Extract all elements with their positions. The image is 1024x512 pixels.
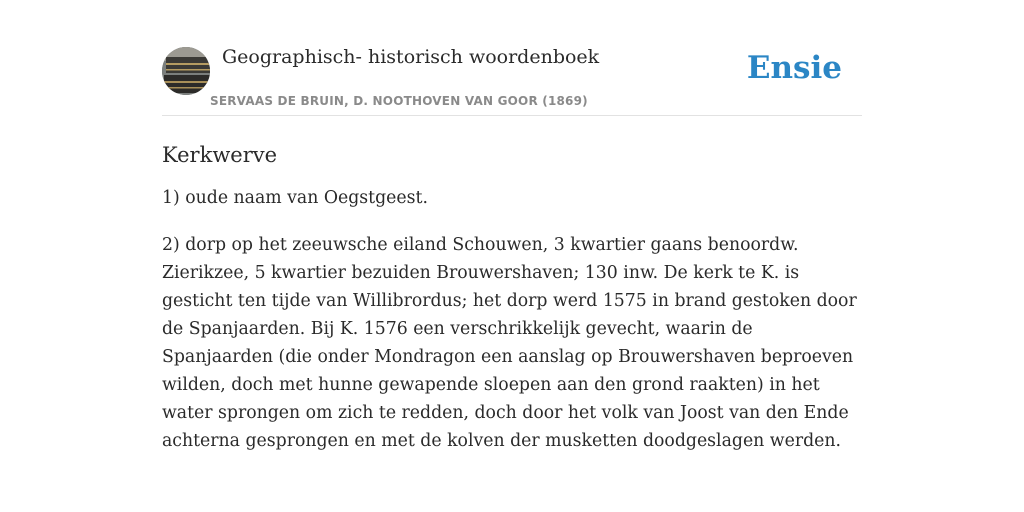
book-cover-icon[interactable] <box>162 47 210 95</box>
book-author: SERVAAS DE BRUIN, D. NOOTHOVEN VAN GOOR (1869) <box>210 94 588 108</box>
entry-paragraph: 2) dorp op het zeeuwsche eiland Schouwen, 3 kwartier gaans benoordw. Zierikzee, 5 kwartier bezuiden Brouwershaven; 130 inw. De kerk te K. is gesticht ten tijde van Willibrordus; het dorp werd 1575 in brand gestoken door de Spanjaarden. Bij K. 1576 een verschrikkelijk gevecht, waarin de Spanjaarden (die onder Mondragon een aanslag op Brouwershaven beproeven wilden, doch met hunne gewapende sloepen aan den grond raakten) in het water sprongen om zich te redden, doch door het volk van Joost van den Ende achterna gesprongen en met de kolven der musketten doodgeslagen werden. <box>162 235 857 451</box>
entry-card <box>162 40 862 474</box>
book-title[interactable]: Geographisch- historisch woordenboek <box>222 46 600 68</box>
header <box>162 40 862 116</box>
entry-body <box>162 184 862 455</box>
ensie-logo[interactable]: Ensie <box>746 50 842 86</box>
entry-paragraph: 1) oude naam van Oegstgeest. <box>162 188 428 208</box>
entry-title: Kerkwerve <box>162 143 278 167</box>
